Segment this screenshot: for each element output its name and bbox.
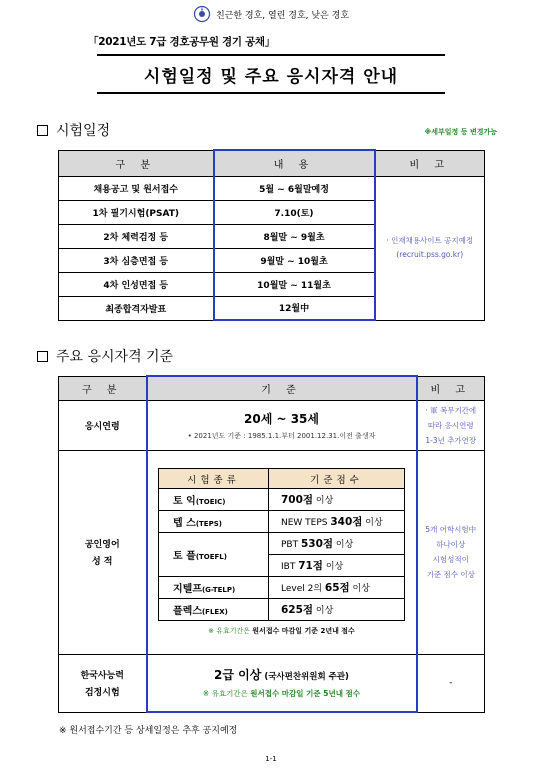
score-suffix: 이상 — [349, 584, 370, 594]
score-suffix: 이상 — [322, 562, 344, 572]
exam-abbr: (G-TELP) — [201, 586, 236, 594]
exam-teps — [159, 511, 269, 533]
memo-line: 1-3년 추가연장 — [425, 435, 477, 445]
checkbox-square-icon — [37, 351, 48, 362]
level-organizer: (국사편찬위원회 주관) — [261, 672, 349, 683]
age-criteria — [147, 400, 417, 450]
schedule-memo — [375, 176, 485, 320]
score-value: 340점 — [330, 516, 363, 528]
header-criteria: 기 준 — [147, 376, 417, 400]
table-row — [59, 176, 485, 200]
score-value: 65점 — [324, 582, 350, 594]
header-remarks: 비 고 — [417, 376, 485, 400]
memo-line: 5개 어학시험中 — [425, 525, 477, 534]
footnote: ※ 원서접수기간 등 상세일정은 추후 공지예정 — [59, 726, 238, 736]
age-label: 응시연령 — [59, 400, 147, 450]
label-line: 한국사능력 — [80, 671, 124, 681]
inner-header-row — [159, 469, 405, 489]
english-score-table — [158, 468, 405, 621]
age-note: • 2021년도 기준 : 1985.1.1.부터 2001.12.31.이전 출생자 — [187, 431, 376, 440]
english-row — [59, 450, 485, 654]
note-emphasis: 원서접수 마감일 기준 2년내 점수 — [252, 627, 355, 635]
score-value: 530점 — [300, 538, 334, 550]
note-prefix: ※ 유효기간은 — [208, 627, 253, 635]
header-category: 구 분 — [59, 150, 214, 176]
header-content: 내 용 — [214, 150, 375, 176]
row-value: 10월말 ~ 11월초 — [214, 272, 375, 296]
exam-toeic — [159, 489, 269, 511]
note-prefix: ※ 유효기간은 — [202, 689, 251, 699]
english-criteria — [147, 450, 417, 654]
score-suffix: 이상 — [313, 606, 334, 616]
header-exam-type: 시험종류 — [159, 469, 269, 489]
section-title: 주요 응시자격 기준 — [56, 349, 174, 365]
history-row — [59, 654, 485, 712]
header-score: 기준점수 — [269, 469, 405, 489]
exam-name: 텝 스 — [173, 518, 196, 529]
row-value: 12월中 — [214, 296, 375, 320]
page-number: 1-1 — [265, 755, 277, 763]
table-row — [159, 511, 405, 533]
slogan-bar — [0, 5, 542, 23]
memo-line: 하나이상 — [436, 540, 466, 549]
history-criteria — [147, 654, 417, 712]
memo-line: (recruit.pss.go.kr) — [396, 250, 464, 259]
english-label — [59, 450, 147, 654]
exam-name: 토 익 — [173, 496, 196, 507]
memo-line: 기준 점수 이상 — [426, 570, 475, 579]
section-heading-qualification — [37, 346, 173, 366]
score-prefix: NEW TEPS — [281, 518, 331, 528]
row-label: 2차 체력검정 등 — [59, 224, 214, 248]
exam-name: 토 플 — [173, 551, 196, 562]
row-label: 채용공고 및 원서접수 — [59, 176, 214, 200]
schedule-table — [58, 149, 485, 321]
table-row — [159, 577, 405, 599]
score-prefix: PBT — [281, 540, 301, 550]
score-toeic — [269, 489, 405, 511]
score-suffix: 이상 — [333, 540, 354, 550]
memo-line: 시험성적이 — [432, 555, 469, 564]
table-header-row — [59, 150, 485, 176]
exam-abbr: (TOEIC) — [195, 498, 226, 506]
row-label: 4차 인성면접 등 — [59, 272, 214, 296]
row-value: 9월말 ~ 10월초 — [214, 248, 375, 272]
score-toefl-ibt — [269, 555, 405, 577]
score-value: 625점 — [281, 604, 314, 616]
label-line: 검정시험 — [84, 688, 120, 698]
age-row — [59, 400, 485, 450]
exam-abbr: (FLEX) — [201, 608, 228, 616]
row-label: 1차 필기시험(PSAT) — [59, 200, 214, 224]
header-category: 구 분 — [59, 376, 147, 400]
row-label: 3차 심층면접 등 — [59, 248, 214, 272]
exam-flex — [159, 599, 269, 621]
label-line: 공인영어 — [84, 540, 120, 550]
memo-line: · 인재채용사이트 공지예정 — [386, 236, 474, 245]
label-line: 성 적 — [91, 557, 113, 567]
section-heading-schedule — [37, 120, 110, 140]
age-memo — [417, 400, 485, 450]
exam-name: 플렉스 — [173, 606, 202, 617]
exam-name: 지텔프 — [173, 584, 202, 595]
document-subtitle: 「2021년도 7급 경호공무원 경기 공채」 — [88, 36, 275, 48]
score-suffix: 이상 — [362, 518, 383, 528]
score-value: 71점 — [298, 560, 323, 572]
section-title: 시험일정 — [56, 123, 111, 139]
qualification-table — [58, 375, 485, 713]
row-value: 7.10(토) — [214, 200, 375, 224]
score-gtelp — [269, 577, 405, 599]
page-title: 시험일정 및 주요 응시자격 안내 — [143, 66, 399, 87]
emblem-icon — [193, 5, 211, 23]
score-suffix: 이상 — [313, 496, 334, 506]
exam-toefl — [159, 533, 269, 577]
memo-line: 따라 응시연령 — [427, 420, 474, 430]
exam-abbr: (TEPS) — [195, 520, 222, 528]
row-value: 5월 ~ 6월말예정 — [214, 176, 375, 200]
header-remarks: 비 고 — [375, 150, 485, 176]
history-validity-note — [148, 688, 416, 699]
table-row — [159, 489, 405, 511]
history-label — [59, 654, 147, 712]
row-label: 최종합격자발표 — [59, 296, 214, 320]
exam-gtelp — [159, 577, 269, 599]
history-memo: - — [417, 654, 485, 712]
english-validity-note — [148, 626, 416, 636]
score-value: 700점 — [281, 494, 314, 506]
score-prefix: Level 2의 — [281, 584, 325, 594]
history-level — [148, 666, 416, 683]
title-box — [97, 54, 445, 94]
score-prefix: IBT — [281, 562, 299, 572]
table-header-row — [59, 376, 485, 400]
schedule-change-note: ※세부일정 등 변경가능 — [424, 128, 497, 136]
exam-abbr: (TOEFL) — [195, 553, 227, 561]
age-range: 20세 ~ 35세 — [244, 411, 319, 426]
memo-line: · 軍 복무기간에 — [425, 405, 477, 415]
slogan-text: 친근한 경호, 열린 경호, 낮은 경호 — [215, 10, 350, 21]
table-row — [159, 533, 405, 555]
checkbox-square-icon — [37, 125, 48, 136]
note-emphasis: 원서접수 마감일 기준 5년내 점수 — [250, 689, 361, 699]
level-value: 2급 이상 — [214, 668, 262, 683]
score-toefl-pbt — [269, 533, 405, 555]
table-row — [159, 599, 405, 621]
score-flex — [269, 599, 405, 621]
score-teps — [269, 511, 405, 533]
row-value: 8월말 ~ 9월초 — [214, 224, 375, 248]
english-memo — [417, 450, 485, 654]
